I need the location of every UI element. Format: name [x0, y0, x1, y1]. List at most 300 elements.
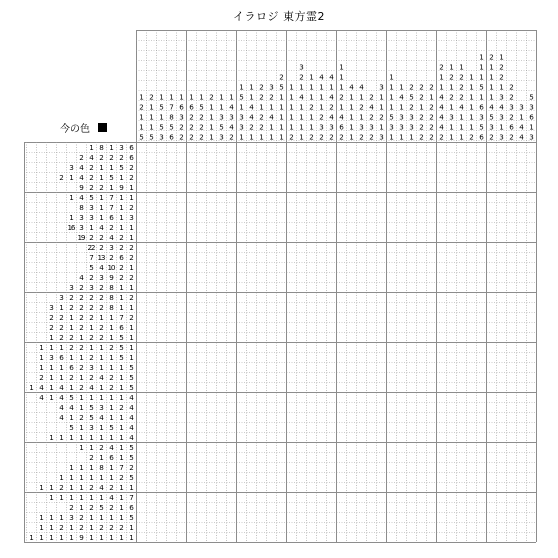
puzzle-cell[interactable]: [407, 183, 416, 192]
puzzle-cell[interactable]: [217, 243, 226, 252]
puzzle-cell[interactable]: [377, 393, 386, 402]
puzzle-cell[interactable]: [457, 443, 466, 452]
puzzle-cell[interactable]: [227, 503, 236, 512]
puzzle-cell[interactable]: [457, 493, 466, 502]
puzzle-cell[interactable]: [357, 183, 366, 192]
puzzle-cell[interactable]: [287, 223, 296, 232]
puzzle-cell[interactable]: [267, 223, 276, 232]
puzzle-cell[interactable]: [267, 343, 276, 352]
puzzle-cell[interactable]: [347, 533, 356, 542]
puzzle-cell[interactable]: [187, 423, 196, 432]
puzzle-cell[interactable]: [377, 313, 386, 322]
puzzle-cell[interactable]: [327, 393, 336, 402]
puzzle-cell[interactable]: [397, 393, 406, 402]
puzzle-cell[interactable]: [467, 293, 476, 302]
puzzle-cell[interactable]: [337, 453, 346, 462]
puzzle-cell[interactable]: [477, 493, 486, 502]
puzzle-cell[interactable]: [407, 273, 416, 282]
puzzle-cell[interactable]: [267, 443, 276, 452]
puzzle-cell[interactable]: [327, 473, 336, 482]
puzzle-cell[interactable]: [377, 273, 386, 282]
puzzle-cell[interactable]: [437, 403, 446, 412]
puzzle-cell[interactable]: [227, 373, 236, 382]
puzzle-cell[interactable]: [517, 483, 526, 492]
puzzle-cell[interactable]: [297, 413, 306, 422]
puzzle-cell[interactable]: [227, 253, 236, 262]
puzzle-cell[interactable]: [407, 393, 416, 402]
puzzle-cell[interactable]: [227, 183, 236, 192]
puzzle-cell[interactable]: [297, 453, 306, 462]
puzzle-cell[interactable]: [367, 523, 376, 532]
puzzle-cell[interactable]: [397, 203, 406, 212]
puzzle-cell[interactable]: [237, 203, 246, 212]
puzzle-cell[interactable]: [307, 513, 316, 522]
puzzle-cell[interactable]: [417, 473, 426, 482]
puzzle-cell[interactable]: [167, 293, 176, 302]
puzzle-cell[interactable]: [397, 263, 406, 272]
puzzle-cell[interactable]: [407, 233, 416, 242]
puzzle-cell[interactable]: [447, 483, 456, 492]
puzzle-cell[interactable]: [187, 473, 196, 482]
puzzle-cell[interactable]: [287, 263, 296, 272]
puzzle-cell[interactable]: [507, 193, 516, 202]
puzzle-cell[interactable]: [317, 173, 326, 182]
puzzle-cell[interactable]: [397, 413, 406, 422]
puzzle-cell[interactable]: [177, 163, 186, 172]
puzzle-cell[interactable]: [257, 363, 266, 372]
puzzle-cell[interactable]: [257, 183, 266, 192]
puzzle-cell[interactable]: [167, 503, 176, 512]
puzzle-cell[interactable]: [217, 293, 226, 302]
puzzle-cell[interactable]: [197, 183, 206, 192]
puzzle-cell[interactable]: [287, 363, 296, 372]
puzzle-cell[interactable]: [217, 263, 226, 272]
puzzle-cell[interactable]: [357, 333, 366, 342]
puzzle-cell[interactable]: [177, 363, 186, 372]
puzzle-cell[interactable]: [187, 433, 196, 442]
puzzle-cell[interactable]: [397, 513, 406, 522]
puzzle-cell[interactable]: [297, 393, 306, 402]
puzzle-cell[interactable]: [457, 363, 466, 372]
puzzle-cell[interactable]: [327, 383, 336, 392]
puzzle-cell[interactable]: [197, 473, 206, 482]
puzzle-cell[interactable]: [267, 193, 276, 202]
puzzle-cell[interactable]: [357, 173, 366, 182]
puzzle-cell[interactable]: [437, 343, 446, 352]
puzzle-cell[interactable]: [467, 343, 476, 352]
puzzle-cell[interactable]: [507, 203, 516, 212]
puzzle-cell[interactable]: [257, 293, 266, 302]
puzzle-cell[interactable]: [247, 143, 256, 152]
puzzle-cell[interactable]: [357, 493, 366, 502]
puzzle-cell[interactable]: [187, 213, 196, 222]
puzzle-cell[interactable]: [427, 163, 436, 172]
puzzle-cell[interactable]: [387, 203, 396, 212]
puzzle-cell[interactable]: [137, 473, 146, 482]
puzzle-cell[interactable]: [477, 423, 486, 432]
puzzle-cell[interactable]: [457, 193, 466, 202]
puzzle-cell[interactable]: [137, 143, 146, 152]
puzzle-cell[interactable]: [157, 423, 166, 432]
puzzle-cell[interactable]: [427, 453, 436, 462]
puzzle-cell[interactable]: [317, 303, 326, 312]
puzzle-cell[interactable]: [377, 253, 386, 262]
puzzle-cell[interactable]: [407, 493, 416, 502]
puzzle-cell[interactable]: [247, 153, 256, 162]
puzzle-cell[interactable]: [467, 253, 476, 262]
puzzle-cell[interactable]: [367, 443, 376, 452]
puzzle-cell[interactable]: [227, 173, 236, 182]
puzzle-cell[interactable]: [507, 493, 516, 502]
puzzle-cell[interactable]: [217, 483, 226, 492]
puzzle-cell[interactable]: [527, 243, 536, 252]
puzzle-cell[interactable]: [367, 203, 376, 212]
puzzle-cell[interactable]: [187, 293, 196, 302]
puzzle-cell[interactable]: [267, 143, 276, 152]
puzzle-cell[interactable]: [197, 463, 206, 472]
puzzle-cell[interactable]: [147, 163, 156, 172]
puzzle-cell[interactable]: [267, 503, 276, 512]
puzzle-cell[interactable]: [247, 513, 256, 522]
puzzle-cell[interactable]: [147, 263, 156, 272]
puzzle-cell[interactable]: [297, 273, 306, 282]
puzzle-cell[interactable]: [387, 193, 396, 202]
puzzle-cell[interactable]: [477, 463, 486, 472]
puzzle-cell[interactable]: [197, 363, 206, 372]
puzzle-cell[interactable]: [317, 163, 326, 172]
puzzle-cell[interactable]: [247, 193, 256, 202]
puzzle-cell[interactable]: [237, 443, 246, 452]
puzzle-cell[interactable]: [227, 533, 236, 542]
puzzle-cell[interactable]: [387, 323, 396, 332]
puzzle-cell[interactable]: [327, 403, 336, 412]
puzzle-cell[interactable]: [287, 493, 296, 502]
puzzle-cell[interactable]: [357, 443, 366, 452]
puzzle-cell[interactable]: [217, 303, 226, 312]
puzzle-cell[interactable]: [267, 263, 276, 272]
puzzle-cell[interactable]: [207, 263, 216, 272]
puzzle-cell[interactable]: [317, 333, 326, 342]
puzzle-cell[interactable]: [267, 423, 276, 432]
puzzle-cell[interactable]: [487, 403, 496, 412]
puzzle-cell[interactable]: [347, 403, 356, 412]
puzzle-cell[interactable]: [257, 393, 266, 402]
puzzle-cell[interactable]: [337, 243, 346, 252]
puzzle-cell[interactable]: [237, 183, 246, 192]
puzzle-cell[interactable]: [457, 263, 466, 272]
puzzle-cell[interactable]: [517, 343, 526, 352]
puzzle-cell[interactable]: [157, 233, 166, 242]
puzzle-cell[interactable]: [187, 223, 196, 232]
puzzle-cell[interactable]: [247, 493, 256, 502]
puzzle-cell[interactable]: [277, 273, 286, 282]
puzzle-cell[interactable]: [247, 173, 256, 182]
puzzle-cell[interactable]: [287, 323, 296, 332]
puzzle-cell[interactable]: [217, 273, 226, 282]
puzzle-cell[interactable]: [307, 393, 316, 402]
puzzle-cell[interactable]: [307, 383, 316, 392]
puzzle-cell[interactable]: [507, 173, 516, 182]
puzzle-cell[interactable]: [197, 403, 206, 412]
puzzle-cell[interactable]: [157, 243, 166, 252]
puzzle-cell[interactable]: [377, 503, 386, 512]
puzzle-cell[interactable]: [327, 483, 336, 492]
puzzle-cell[interactable]: [357, 273, 366, 282]
puzzle-cell[interactable]: [217, 183, 226, 192]
puzzle-cell[interactable]: [387, 333, 396, 342]
puzzle-cell[interactable]: [317, 283, 326, 292]
puzzle-cell[interactable]: [287, 433, 296, 442]
puzzle-cell[interactable]: [337, 443, 346, 452]
puzzle-cell[interactable]: [407, 373, 416, 382]
puzzle-cell[interactable]: [147, 423, 156, 432]
puzzle-cell[interactable]: [527, 463, 536, 472]
puzzle-cell[interactable]: [247, 453, 256, 462]
puzzle-cell[interactable]: [307, 223, 316, 232]
puzzle-cell[interactable]: [227, 343, 236, 352]
puzzle-cell[interactable]: [407, 513, 416, 522]
puzzle-cell[interactable]: [507, 223, 516, 232]
puzzle-cell[interactable]: [357, 473, 366, 482]
puzzle-cell[interactable]: [207, 293, 216, 302]
puzzle-cell[interactable]: [527, 403, 536, 412]
puzzle-cell[interactable]: [497, 223, 506, 232]
puzzle-cell[interactable]: [207, 473, 216, 482]
puzzle-cell[interactable]: [427, 283, 436, 292]
puzzle-cell[interactable]: [237, 433, 246, 442]
puzzle-cell[interactable]: [197, 423, 206, 432]
puzzle-cell[interactable]: [447, 233, 456, 242]
puzzle-cell[interactable]: [437, 423, 446, 432]
puzzle-cell[interactable]: [207, 403, 216, 412]
puzzle-cell[interactable]: [207, 463, 216, 472]
puzzle-cell[interactable]: [217, 333, 226, 342]
puzzle-cell[interactable]: [497, 203, 506, 212]
puzzle-cell[interactable]: [517, 213, 526, 222]
puzzle-cell[interactable]: [497, 173, 506, 182]
puzzle-cell[interactable]: [187, 373, 196, 382]
puzzle-cell[interactable]: [277, 423, 286, 432]
puzzle-cell[interactable]: [217, 203, 226, 212]
puzzle-cell[interactable]: [457, 503, 466, 512]
puzzle-cell[interactable]: [137, 353, 146, 362]
puzzle-cell[interactable]: [327, 373, 336, 382]
puzzle-cell[interactable]: [217, 313, 226, 322]
puzzle-cell[interactable]: [447, 393, 456, 402]
puzzle-cell[interactable]: [477, 513, 486, 522]
puzzle-cell[interactable]: [267, 243, 276, 252]
puzzle-cell[interactable]: [217, 403, 226, 412]
puzzle-cell[interactable]: [507, 513, 516, 522]
puzzle-cell[interactable]: [437, 253, 446, 262]
puzzle-cell[interactable]: [297, 353, 306, 362]
puzzle-cell[interactable]: [147, 523, 156, 532]
puzzle-cell[interactable]: [317, 193, 326, 202]
puzzle-cell[interactable]: [237, 193, 246, 202]
puzzle-cell[interactable]: [317, 393, 326, 402]
puzzle-cell[interactable]: [367, 353, 376, 362]
puzzle-cell[interactable]: [387, 143, 396, 152]
puzzle-cell[interactable]: [407, 383, 416, 392]
puzzle-cell[interactable]: [477, 153, 486, 162]
puzzle-cell[interactable]: [287, 513, 296, 522]
puzzle-cell[interactable]: [427, 513, 436, 522]
puzzle-cell[interactable]: [357, 503, 366, 512]
puzzle-cell[interactable]: [277, 353, 286, 362]
puzzle-cell[interactable]: [247, 303, 256, 312]
puzzle-cell[interactable]: [347, 443, 356, 452]
puzzle-cell[interactable]: [347, 183, 356, 192]
puzzle-cell[interactable]: [297, 203, 306, 212]
puzzle-cell[interactable]: [507, 163, 516, 172]
puzzle-cell[interactable]: [207, 283, 216, 292]
puzzle-cell[interactable]: [467, 153, 476, 162]
puzzle-cell[interactable]: [247, 403, 256, 412]
puzzle-cell[interactable]: [417, 203, 426, 212]
puzzle-cell[interactable]: [517, 153, 526, 162]
puzzle-cell[interactable]: [237, 483, 246, 492]
puzzle-cell[interactable]: [427, 403, 436, 412]
puzzle-cell[interactable]: [317, 313, 326, 322]
puzzle-cell[interactable]: [167, 213, 176, 222]
puzzle-cell[interactable]: [447, 213, 456, 222]
puzzle-cell[interactable]: [407, 443, 416, 452]
puzzle-cell[interactable]: [147, 513, 156, 522]
puzzle-cell[interactable]: [427, 503, 436, 512]
puzzle-cell[interactable]: [357, 303, 366, 312]
puzzle-cell[interactable]: [417, 183, 426, 192]
puzzle-cell[interactable]: [487, 283, 496, 292]
puzzle-cell[interactable]: [427, 183, 436, 192]
puzzle-cell[interactable]: [247, 463, 256, 472]
puzzle-cell[interactable]: [187, 273, 196, 282]
puzzle-cell[interactable]: [487, 243, 496, 252]
puzzle-cell[interactable]: [307, 353, 316, 362]
puzzle-cell[interactable]: [287, 443, 296, 452]
puzzle-cell[interactable]: [177, 273, 186, 282]
puzzle-cell[interactable]: [447, 513, 456, 522]
puzzle-cell[interactable]: [497, 183, 506, 192]
puzzle-cell[interactable]: [187, 403, 196, 412]
puzzle-cell[interactable]: [267, 453, 276, 462]
puzzle-cell[interactable]: [477, 343, 486, 352]
puzzle-cell[interactable]: [337, 143, 346, 152]
puzzle-cell[interactable]: [327, 463, 336, 472]
puzzle-cell[interactable]: [477, 473, 486, 482]
puzzle-cell[interactable]: [517, 363, 526, 372]
puzzle-cell[interactable]: [257, 223, 266, 232]
puzzle-cell[interactable]: [367, 323, 376, 332]
puzzle-cell[interactable]: [467, 423, 476, 432]
puzzle-cell[interactable]: [497, 503, 506, 512]
puzzle-cell[interactable]: [497, 263, 506, 272]
puzzle-cell[interactable]: [467, 453, 476, 462]
puzzle-cell[interactable]: [137, 153, 146, 162]
puzzle-cell[interactable]: [297, 163, 306, 172]
puzzle-cell[interactable]: [167, 263, 176, 272]
puzzle-cell[interactable]: [457, 403, 466, 412]
puzzle-cell[interactable]: [167, 483, 176, 492]
puzzle-cell[interactable]: [267, 413, 276, 422]
puzzle-cell[interactable]: [507, 483, 516, 492]
puzzle-cell[interactable]: [167, 383, 176, 392]
puzzle-cell[interactable]: [157, 223, 166, 232]
puzzle-cell[interactable]: [337, 183, 346, 192]
puzzle-cell[interactable]: [177, 413, 186, 422]
puzzle-cell[interactable]: [327, 203, 336, 212]
puzzle-cell[interactable]: [457, 483, 466, 492]
puzzle-cell[interactable]: [197, 373, 206, 382]
puzzle-cell[interactable]: [387, 403, 396, 412]
puzzle-cell[interactable]: [457, 353, 466, 362]
puzzle-cell[interactable]: [137, 513, 146, 522]
puzzle-cell[interactable]: [477, 523, 486, 532]
puzzle-cell[interactable]: [477, 173, 486, 182]
puzzle-cell[interactable]: [427, 143, 436, 152]
puzzle-cell[interactable]: [237, 373, 246, 382]
puzzle-cell[interactable]: [527, 183, 536, 192]
puzzle-cell[interactable]: [167, 203, 176, 212]
puzzle-cell[interactable]: [437, 153, 446, 162]
puzzle-cell[interactable]: [447, 453, 456, 462]
puzzle-cell[interactable]: [527, 313, 536, 322]
puzzle-cell[interactable]: [207, 453, 216, 462]
puzzle-cell[interactable]: [517, 233, 526, 242]
puzzle-cell[interactable]: [237, 523, 246, 532]
puzzle-cell[interactable]: [517, 273, 526, 282]
puzzle-cell[interactable]: [227, 213, 236, 222]
puzzle-cell[interactable]: [297, 363, 306, 372]
puzzle-cell[interactable]: [207, 303, 216, 312]
puzzle-cell[interactable]: [277, 203, 286, 212]
puzzle-cell[interactable]: [147, 473, 156, 482]
puzzle-cell[interactable]: [447, 253, 456, 262]
puzzle-cell[interactable]: [407, 293, 416, 302]
puzzle-cell[interactable]: [227, 163, 236, 172]
puzzle-cell[interactable]: [447, 373, 456, 382]
puzzle-cell[interactable]: [187, 513, 196, 522]
puzzle-cell[interactable]: [207, 253, 216, 262]
puzzle-cell[interactable]: [307, 203, 316, 212]
puzzle-cell[interactable]: [357, 153, 366, 162]
puzzle-cell[interactable]: [237, 303, 246, 312]
puzzle-cell[interactable]: [507, 363, 516, 372]
puzzle-cell[interactable]: [317, 473, 326, 482]
puzzle-cell[interactable]: [347, 173, 356, 182]
puzzle-cell[interactable]: [327, 223, 336, 232]
puzzle-cell[interactable]: [177, 483, 186, 492]
puzzle-cell[interactable]: [337, 273, 346, 282]
puzzle-cell[interactable]: [317, 263, 326, 272]
puzzle-cell[interactable]: [147, 413, 156, 422]
puzzle-cell[interactable]: [317, 423, 326, 432]
puzzle-cell[interactable]: [467, 373, 476, 382]
puzzle-cell[interactable]: [167, 183, 176, 192]
puzzle-cell[interactable]: [347, 523, 356, 532]
puzzle-cell[interactable]: [267, 323, 276, 332]
puzzle-cell[interactable]: [457, 203, 466, 212]
puzzle-cell[interactable]: [397, 253, 406, 262]
puzzle-cell[interactable]: [257, 533, 266, 542]
puzzle-cell[interactable]: [427, 333, 436, 342]
puzzle-cell[interactable]: [257, 213, 266, 222]
puzzle-cell[interactable]: [347, 193, 356, 202]
puzzle-cell[interactable]: [277, 323, 286, 332]
puzzle-cell[interactable]: [137, 253, 146, 262]
puzzle-cell[interactable]: [307, 403, 316, 412]
puzzle-cell[interactable]: [517, 263, 526, 272]
puzzle-cell[interactable]: [507, 403, 516, 412]
